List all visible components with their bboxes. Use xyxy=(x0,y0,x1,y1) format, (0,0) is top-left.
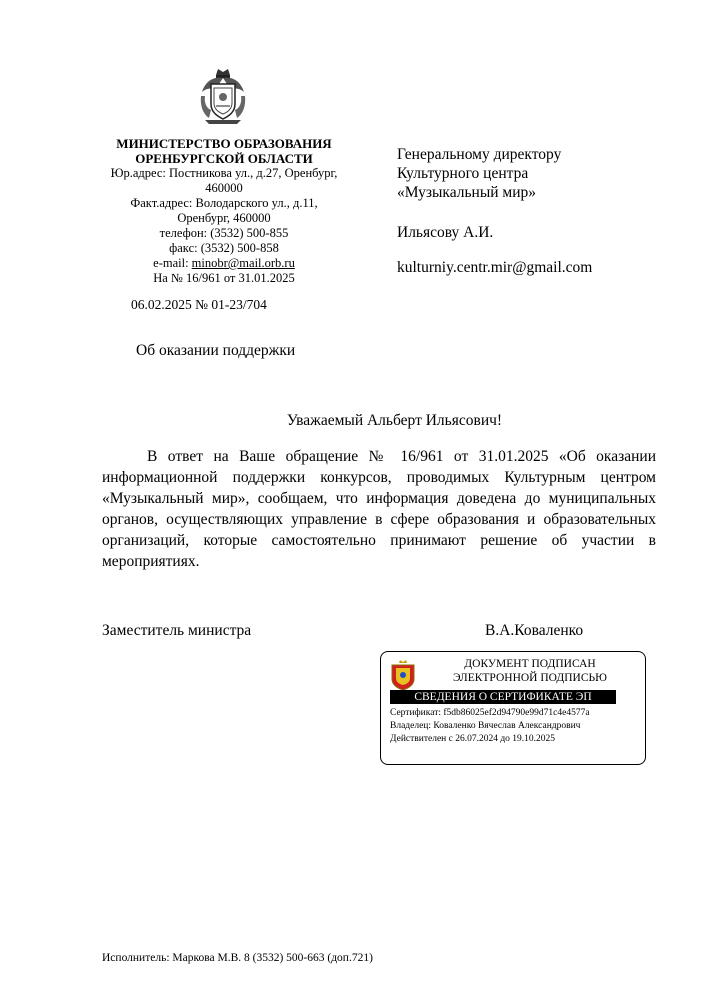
certificate-serial: Сертификат: f5db86025ef2d94790e99d71c4e4577a xyxy=(390,708,590,718)
email-prefix: e-mail: xyxy=(153,256,192,270)
ministry-name-line2: ОРЕНБУРГСКОЙ ОБЛАСТИ xyxy=(135,151,313,166)
addressee-line1: Генеральному директору xyxy=(397,146,562,163)
letter-subject: Об оказании поддержки xyxy=(136,342,296,359)
certificate-info-bar: СВЕДЕНИЯ О СЕРТИФИКАТЕ ЭП xyxy=(390,690,616,704)
addressee-line3: «Музыкальный мир» xyxy=(397,184,537,201)
addressee-name: Ильясову А.И. xyxy=(397,224,494,241)
letter-body: В ответ на Ваше обращение № 16/961 от 31.01.2025 «Об оказании информационной поддержки конкурсов, проводимых Культурным центром «Музыкальный мир», сообщаем, что информация доведена до муниципальных органов, осуществляющих управление в сфере образования и образовательных организаций, которые самостоятельно принимают решение об участии в мероприятиях. xyxy=(102,448,656,570)
ministry-phone: телефон: (3532) 500-855 xyxy=(159,226,289,240)
stamp-title xyxy=(421,657,639,685)
ministry-header xyxy=(96,136,352,286)
legal-address-line2: 460000 xyxy=(205,181,243,195)
actual-address-line2: Оренбург, 460000 xyxy=(177,211,271,225)
certificate-validity: Действителен с 26.07.2024 до 19.10.2025 xyxy=(390,734,556,744)
stamp-title-line1: ДОКУМЕНТ ПОДПИСАН xyxy=(464,658,596,670)
greeting xyxy=(0,412,707,430)
electronic-signature-stamp xyxy=(380,651,646,765)
signer-name: В.А.Коваленко xyxy=(485,622,584,639)
outgoing-number: 06.02.2025 № 01-23/704 xyxy=(131,297,267,312)
ministry-fax: факс: (3532) 500-858 xyxy=(169,241,279,255)
actual-address-line1: Факт.адрес: Володарского ул., д.11, xyxy=(130,196,318,210)
stamp-coat-of-arms-icon xyxy=(389,659,417,691)
stamp-title-line2: ЭЛЕКТРОННОЙ ПОДПИСЬЮ xyxy=(453,672,607,684)
ministry-name-line1: МИНИСТЕРСТВО ОБРАЗОВАНИЯ xyxy=(116,136,332,151)
certificate-details xyxy=(390,707,590,746)
legal-address-line1: Юр.адрес: Постникова ул., д.27, Оренбург, xyxy=(110,166,338,180)
signer-title: Заместитель министра xyxy=(102,622,252,639)
addressee-line2: Культурного центра xyxy=(397,165,529,182)
greeting-text: Уважаемый Альберт Ильясович! xyxy=(286,412,503,429)
ministry-email-line xyxy=(96,256,352,271)
addressee-email[interactable]: kulturniy.centr.mir@gmail.com xyxy=(397,259,593,276)
coat-of-arms-icon xyxy=(197,66,249,126)
certificate-owner: Владелец: Коваленко Вячеслав Александрович xyxy=(390,721,581,731)
executor-info: Исполнитель: Маркова М.В. 8 (3532) 500-663 (доп.721) xyxy=(102,952,373,964)
ministry-email-link[interactable]: minobr@mail.orb.ru xyxy=(191,256,295,270)
reference-number: На № 16/961 от 31.01.2025 xyxy=(153,271,295,285)
addressee-block xyxy=(397,145,697,277)
